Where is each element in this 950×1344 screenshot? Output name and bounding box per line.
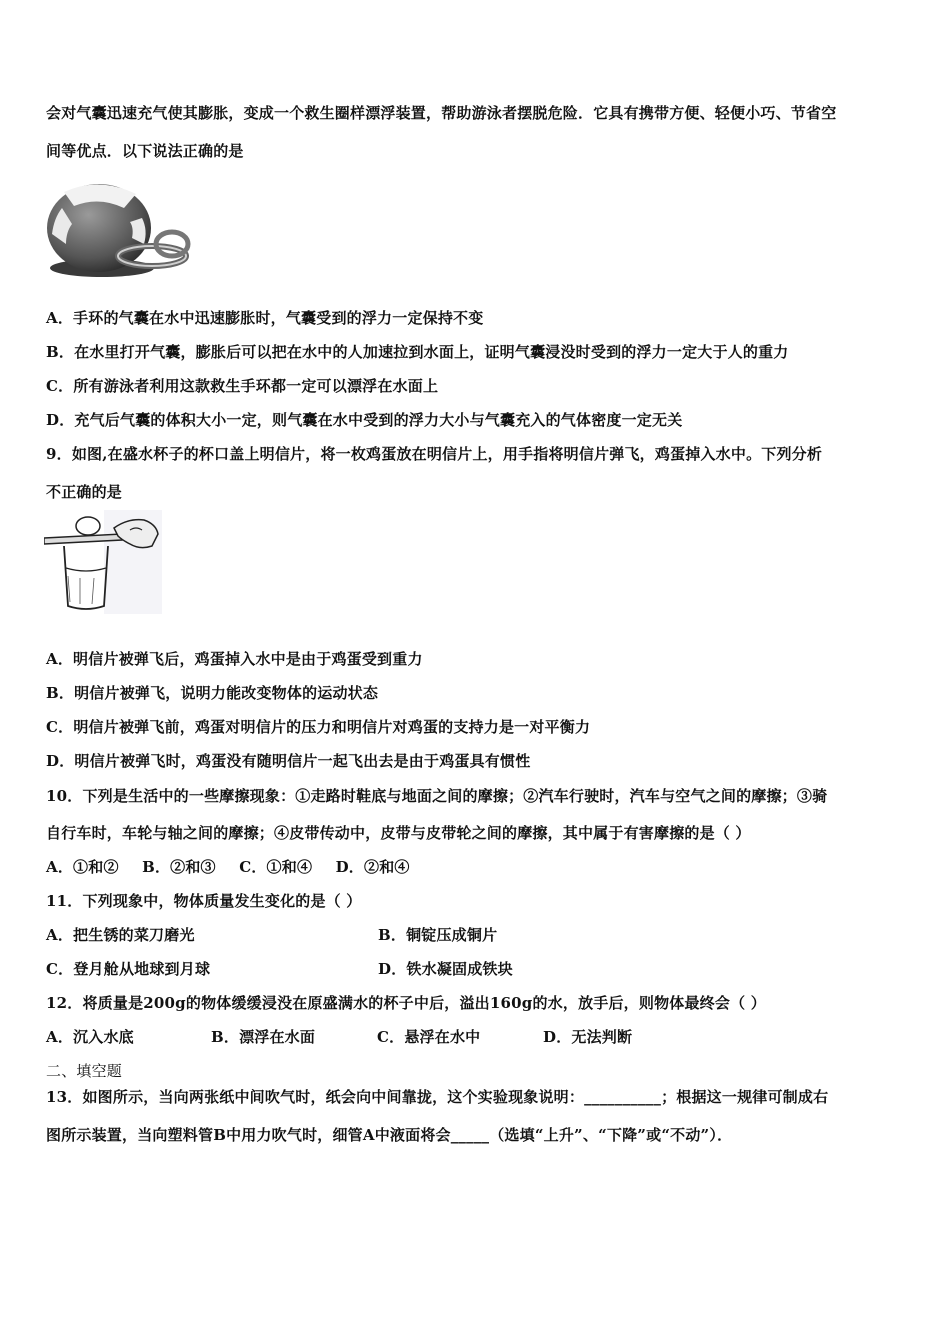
wristband-airbag-figure xyxy=(44,178,194,282)
q10-option-b: B．②和③ xyxy=(142,858,216,876)
q8-option-a: A．手环的气囊在水中迅速膨胀时，气囊受到的浮力一定保持不变 xyxy=(46,309,484,327)
q8-option-c: C．所有游泳者利用这款救生手环都一定可以漂浮在水面上 xyxy=(46,377,439,395)
q13-stem-line2: 图所示装置，当向塑料管B中用力吹气时，细管A中液面将会_____（选填“上升”、“下降”或“不动”）． xyxy=(46,1126,733,1144)
q9-option-a: A．明信片被弹飞后，鸡蛋掉入水中是由于鸡蛋受到重力 xyxy=(46,650,423,668)
q12-option-b: B．漂浮在水面 xyxy=(211,1028,316,1046)
q10-stem-line2: 自行车时，车轮与轴之间的摩擦；④皮带传动中，皮带与皮带轮之间的摩擦，其中属于有害摩擦的是（ ） xyxy=(46,824,751,842)
q12-option-a: A．沉入水底 xyxy=(46,1028,134,1046)
q8-option-d: D．充气后气囊的体积大小一定，则气囊在水中受到的浮力大小与气囊充入的气体密度一定无关 xyxy=(46,411,683,429)
q13-stem-line1: 13．如图所示，当向两张纸中间吹气时，纸会向中间靠拢，这个实验现象说明：__________；根据这一规律可制成右 xyxy=(46,1088,829,1106)
q10-options xyxy=(46,856,410,877)
q9-option-c: C．明信片被弹飞前，鸡蛋对明信片的压力和明信片对鸡蛋的支持力是一对平衡力 xyxy=(46,718,591,736)
q11-option-c: C．登月舱从地球到月球 xyxy=(46,960,211,978)
q11-stem: 11．下列现象中，物体质量发生变化的是（ ） xyxy=(46,892,362,910)
q10-option-a: A．①和② xyxy=(46,858,119,876)
q10-option-c: C．①和④ xyxy=(239,858,313,876)
q12-stem: 12．将质量是200g的物体缓缓浸没在原盛满水的杯子中后，溢出160g的水，放手后，则物体最终会（ ） xyxy=(46,994,766,1012)
section-title: 二、填空题 xyxy=(46,1062,123,1080)
q9-option-d: D．明信片被弹飞时，鸡蛋没有随明信片一起飞出去是由于鸡蛋具有惯性 xyxy=(46,752,531,770)
q9-stem-line1: 9．如图,在盛水杯子的杯口盖上明信片，将一枚鸡蛋放在明信片上，用手指将明信片弹飞，鸡蛋掉入水中。下列分析 xyxy=(46,445,823,463)
q9-option-b: B．明信片被弹飞，说明力能改变物体的运动状态 xyxy=(46,684,379,702)
q11-option-a: A．把生锈的菜刀磨光 xyxy=(46,926,195,944)
q12-option-d: D．无法判断 xyxy=(543,1028,633,1046)
q10-option-d: D．②和④ xyxy=(335,858,410,876)
q12-option-c: C．悬浮在水中 xyxy=(377,1028,481,1046)
q8-option-b: B．在水里打开气囊，膨胀后可以把在水中的人加速拉到水面上，证明气囊浸没时受到的浮力一定大于人的重力 xyxy=(46,343,789,361)
q11-option-d: D．铁水凝固成铁块 xyxy=(378,960,513,978)
q10-stem-line1: 10．下列是生活中的一些摩擦现象：①走路时鞋底与地面之间的摩擦；②汽车行驶时，汽车与空气之间的摩擦；③骑 xyxy=(46,787,828,805)
q9-stem-line2: 不正确的是 xyxy=(46,483,123,501)
q8-stem-line2: 间等优点．以下说法正确的是 xyxy=(46,142,244,160)
egg-postcard-glass-figure xyxy=(44,510,162,614)
q8-stem-line1: 会对气囊迅速充气使其膨胀，变成一个救生圈样漂浮装置，帮助游泳者摆脱危险．它具有携带方便、轻便小巧、节省空 xyxy=(46,104,837,122)
q11-option-b: B．铜锭压成铜片 xyxy=(378,926,498,944)
